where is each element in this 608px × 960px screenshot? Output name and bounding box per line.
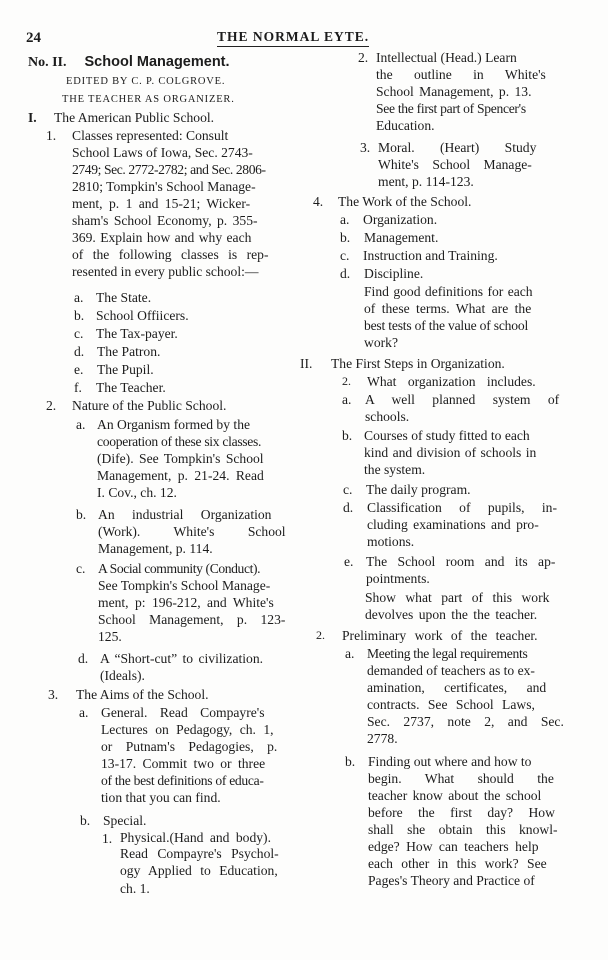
- item2-label: 2.: [46, 398, 57, 413]
- subitem-text: The Teacher.: [96, 380, 166, 395]
- subitem-label: f.: [74, 380, 82, 395]
- heading-II-text: The First Steps in Organization.: [331, 356, 505, 371]
- text-line: School Laws of Iowa, Sec. 2743-: [72, 145, 253, 160]
- text-line: Intellectual (Head.) Learn: [376, 50, 517, 65]
- text-line: sham's School Economy, p. 355-: [72, 213, 258, 228]
- subitem-text: The Tax-payer.: [96, 326, 178, 341]
- text-line: An industrial Organization: [98, 507, 272, 522]
- text-line: cooperation of these six classes.: [97, 434, 262, 449]
- item-text: Preliminary work of the teacher.: [342, 628, 538, 643]
- special-paragraph: [376, 49, 558, 134]
- text-line: See Tompkin's School Manage-: [98, 578, 271, 593]
- text-line: best tests of the value of school: [364, 318, 529, 333]
- item3-label: 3.: [48, 687, 59, 702]
- text-line: begin. What should the: [368, 771, 554, 786]
- item-text: What organization includes.: [367, 374, 536, 389]
- text-line: before the first day? How: [368, 805, 555, 820]
- subitem-text: The Patron.: [97, 344, 161, 359]
- subitem-paragraph: [100, 650, 286, 684]
- subitem-label: b.: [80, 813, 91, 828]
- text-line: or Putnam's Pedagogies, p.: [101, 739, 278, 754]
- text-line: A “Short-cut” to civilization.: [100, 651, 264, 666]
- text-line: the system.: [364, 462, 426, 477]
- text-line: See the first part of Spencer's: [376, 101, 526, 116]
- text-line: I. Cov., ch. 12.: [97, 485, 177, 500]
- section-subtitle: THE TEACHER AS ORGANIZER.: [62, 94, 235, 105]
- item-label: 2.: [342, 374, 351, 388]
- text-line: 2810; Tompkin's School Manage-: [72, 179, 256, 194]
- text-line: A Social community (Conduct).: [98, 561, 261, 576]
- subitem-text: Instruction and Training.: [363, 248, 498, 263]
- text-line: work?: [364, 335, 398, 350]
- text-line: Physical.(Hand and body).: [120, 830, 271, 845]
- special-label: 3.: [360, 140, 371, 155]
- text-line: Read Compayre's Psychol-: [120, 846, 279, 861]
- subitem-label: d.: [74, 344, 85, 359]
- item2-text: Nature of the Public School.: [72, 398, 227, 413]
- text-line: Classification of pupils, in-: [367, 500, 558, 515]
- text-line: Management, p. 114.: [98, 541, 213, 556]
- text-line: demanded of teachers as to ex-: [367, 663, 535, 678]
- text-line: devolves upon the the teacher.: [365, 607, 538, 622]
- text-line: Management, p. 21-24. Read: [97, 468, 264, 483]
- editor-line: EDITED BY C. P. COLGROVE.: [66, 76, 226, 87]
- subitem-text: Special.: [103, 813, 147, 828]
- subitem-label: c.: [76, 561, 86, 576]
- text-line: amination, certificates, and: [367, 680, 547, 695]
- special-paragraph: [120, 830, 288, 897]
- subitem-label: c.: [343, 482, 353, 497]
- subitem-label: a.: [79, 705, 89, 720]
- text-line: Pages's Theory and Practice of: [368, 873, 535, 888]
- subitem-paragraph: [97, 416, 285, 501]
- subitem-label: d.: [340, 266, 351, 281]
- text-line: resented in every public school:—: [72, 264, 259, 279]
- subitem-label: d.: [78, 651, 89, 666]
- subitem-paragraph: [366, 553, 556, 587]
- section-heading: [28, 54, 230, 71]
- text-line: of the best definitions of educa-: [101, 773, 264, 788]
- text-line: kind and division of schools in: [364, 445, 537, 460]
- text-line: (Ideals).: [100, 668, 145, 683]
- subitem-paragraph: [367, 499, 557, 550]
- text-line: School Management, p. 13.: [376, 84, 532, 99]
- text-line: each other in this work? See: [368, 856, 547, 871]
- text-line: 2749; Sec. 2772-2782; and Sec. 2806-: [72, 162, 266, 177]
- item1-paragraph: [72, 127, 284, 280]
- text-line: 13-17. Commit two or three: [101, 756, 266, 771]
- subitem-label: a.: [342, 392, 352, 407]
- subitem-label: a.: [74, 290, 84, 305]
- text-line: (Work). White's School: [98, 524, 286, 539]
- section-number: No. II.: [28, 55, 67, 70]
- subitem-text: School Offiicers.: [96, 308, 189, 323]
- heading-I-text: The American Public School.: [54, 110, 215, 125]
- subitem-label: b.: [342, 428, 353, 443]
- text-line: Courses of study fitted to each: [364, 428, 530, 443]
- text-line: Sec. 2737, note 2, and Sec.: [367, 714, 564, 729]
- text-line: shall she obtain this knowl-: [368, 822, 558, 837]
- subitem-paragraph: [98, 560, 285, 645]
- special-label: 1.: [102, 831, 113, 846]
- text-line: tion that you can find.: [101, 790, 221, 805]
- text-line: An Organism formed by the: [97, 417, 251, 432]
- text-line: Lectures on Pedagogy, ch. 1,: [101, 722, 274, 737]
- section-title: School Management.: [84, 54, 230, 70]
- subitem-paragraph: [368, 753, 560, 889]
- subitem-label: b.: [345, 754, 356, 769]
- text-line: Find good definitions for each: [364, 284, 533, 299]
- heading-II-label: II.: [300, 356, 313, 371]
- text-line: Meeting the legal requirements: [367, 646, 528, 661]
- text-line: 369. Explain how and why each: [72, 230, 252, 245]
- text-line: School Management, p. 123-: [98, 612, 286, 627]
- text-line: (Dife). See Tompkin's School: [97, 451, 264, 466]
- subitem-paragraph: [101, 704, 287, 806]
- text-line: teacher know about the school: [368, 788, 542, 803]
- subitem-text: The daily program.: [366, 482, 471, 497]
- text-line: the outline in White's: [376, 67, 546, 82]
- text-line: The School room and its ap-: [366, 554, 556, 569]
- item4-text: The Work of the School.: [338, 194, 472, 209]
- subitem-paragraph: [365, 391, 560, 425]
- heading-I-label: I.: [28, 110, 37, 125]
- text-line: contracts. See School Laws,: [367, 697, 535, 712]
- text-line: ogy Applied to Education,: [120, 863, 278, 878]
- text-line: of the following classes is rep-: [72, 247, 269, 262]
- text-line: A well planned system of: [365, 392, 560, 407]
- special-label: 2.: [358, 50, 369, 65]
- subitem-label: b.: [74, 308, 85, 323]
- text-line: cluding examinations and pro-: [367, 517, 539, 532]
- text-line: pointments.: [366, 571, 430, 586]
- item2a-note: [365, 589, 557, 623]
- subitem-paragraph: [364, 427, 554, 478]
- text-line: 2778.: [367, 731, 398, 746]
- page-number: 24: [26, 30, 41, 46]
- text-line: Moral. (Heart) Study: [378, 140, 537, 155]
- text-line: Finding out where and how to: [368, 754, 532, 769]
- subitem-text: The Pupil.: [97, 362, 154, 377]
- text-line: Education.: [376, 118, 435, 133]
- subitem-text: Organization.: [363, 212, 438, 227]
- text-line: 125.: [98, 629, 122, 644]
- subitem-label: a.: [76, 417, 86, 432]
- text-line: ment, p. 114-123.: [378, 174, 474, 189]
- text-line: Classes represented: Consult: [72, 128, 229, 143]
- subitem-label: b.: [76, 507, 87, 522]
- item4-label: 4.: [313, 194, 324, 209]
- text-line: ment, p: 196-212, and White's: [98, 595, 274, 610]
- special-paragraph: [378, 139, 558, 190]
- running-head: THE NORMAL EYTE.: [217, 29, 369, 47]
- text-line: ment, p. 1 and 15-21; Wicker-: [72, 196, 251, 211]
- subitem-text: Discipline.: [364, 266, 424, 281]
- item4-note: [364, 283, 554, 351]
- subitem-text: Management.: [364, 230, 439, 245]
- subitem-paragraph: [367, 645, 564, 747]
- subitem-label: c.: [340, 248, 350, 263]
- subitem-label: a.: [345, 646, 355, 661]
- text-line: Show what part of this work: [365, 590, 550, 605]
- text-line: edge? How can teachers help: [368, 839, 539, 854]
- subitem-label: d.: [343, 500, 354, 515]
- subitem-label: b.: [340, 230, 351, 245]
- item3-text: The Aims of the School.: [76, 687, 209, 702]
- text-line: ch. 1.: [120, 881, 150, 896]
- text-line: schools.: [365, 409, 410, 424]
- text-line: motions.: [367, 534, 415, 549]
- item-label: 2.: [316, 628, 325, 642]
- item1-label: 1.: [46, 128, 57, 143]
- subitem-paragraph: [98, 506, 285, 557]
- text-line: White's School Manage-: [378, 157, 532, 172]
- text-line: General. Read Compayre's: [101, 705, 265, 720]
- subitem-label: a.: [340, 212, 350, 227]
- subitem-text: The State.: [96, 290, 152, 305]
- subitem-label: e.: [74, 362, 84, 377]
- subitem-label: e.: [344, 554, 354, 569]
- text-line: of these terms. What are the: [364, 301, 532, 316]
- subitem-label: c.: [74, 326, 84, 341]
